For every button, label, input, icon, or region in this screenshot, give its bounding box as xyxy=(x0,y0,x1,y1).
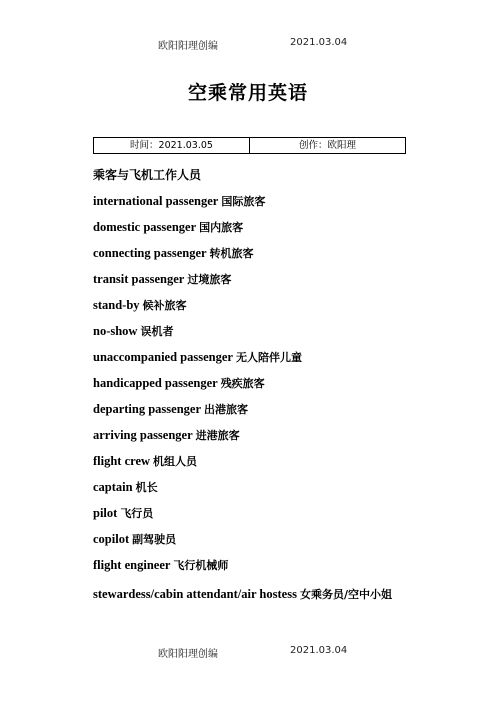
vocab-item xyxy=(93,582,403,607)
vocab-english: flight engineer xyxy=(93,558,171,572)
meta-time: 时间：2021.03.05 xyxy=(130,140,213,151)
vocab-english: domestic passenger xyxy=(93,220,197,234)
vocab-chinese: 飞行员 xyxy=(120,507,154,520)
vocab-chinese: 女乘务员/空中小姐 xyxy=(299,588,392,601)
vocab-english: flight crew xyxy=(93,454,151,468)
vocab-english: pilot xyxy=(93,506,118,520)
vocab-chinese: 副驾驶员 xyxy=(132,533,177,546)
vocab-chinese: 国际旅客 xyxy=(221,195,266,208)
vocab-english: no-show xyxy=(93,324,138,338)
vocab-item xyxy=(93,218,403,244)
vocab-chinese: 转机旅客 xyxy=(209,247,254,260)
vocab-chinese: 误机者 xyxy=(140,325,174,338)
footer-date: 2021.03.04 xyxy=(290,645,348,656)
vocab-english: captain xyxy=(93,480,133,494)
vocab-english: transit passenger xyxy=(93,272,185,286)
vocab-item xyxy=(93,478,403,504)
vocab-chinese: 候补旅客 xyxy=(142,299,187,312)
header-author: 欧阳阳理创编 xyxy=(158,41,218,52)
vocab-item xyxy=(93,504,403,530)
vocab-english: departing passenger xyxy=(93,402,201,416)
vocab-english: stand-by xyxy=(93,298,140,312)
vocab-chinese: 无人陪伴儿童 xyxy=(235,351,302,364)
page-footer xyxy=(0,645,496,665)
vocab-item xyxy=(93,296,403,322)
vocab-item xyxy=(93,400,403,426)
header-date: 2021.03.04 xyxy=(290,37,348,48)
vocab-chinese: 机组人员 xyxy=(153,455,198,468)
vocab-english: copilot xyxy=(93,532,130,546)
footer-author: 欧阳阳理创编 xyxy=(158,649,218,660)
vocab-item xyxy=(93,556,403,582)
vocab-item xyxy=(93,426,403,452)
vocab-chinese: 飞行机械师 xyxy=(173,559,229,572)
document-title: 空乘常用英语 xyxy=(187,82,308,104)
vocab-item xyxy=(93,348,403,374)
page-header xyxy=(0,37,496,57)
vocab-item xyxy=(93,530,403,556)
meta-table xyxy=(93,137,406,154)
vocab-item xyxy=(93,270,403,296)
vocab-item xyxy=(93,452,403,478)
vocab-item xyxy=(93,244,403,270)
vocab-chinese: 国内旅客 xyxy=(199,221,244,234)
vocab-chinese: 机长 xyxy=(135,481,158,494)
vocab-list xyxy=(93,192,403,607)
vocab-chinese: 残疾旅客 xyxy=(220,377,265,390)
vocab-chinese: 出港旅客 xyxy=(204,403,248,416)
vocab-english: connecting passenger xyxy=(93,246,207,260)
vocab-chinese: 进港旅客 xyxy=(195,429,240,442)
vocab-item xyxy=(93,192,403,218)
vocab-item xyxy=(93,322,403,348)
meta-author: 创作：欧阳理 xyxy=(249,138,405,153)
vocab-item xyxy=(93,374,403,400)
vocab-english: stewardess/cabin attendant/air hostess xyxy=(93,587,297,601)
vocab-english: international passenger xyxy=(93,194,219,208)
vocab-english: unaccompanied passenger xyxy=(93,350,233,364)
vocab-english: arriving passenger xyxy=(93,428,193,442)
vocab-chinese: 过境旅客 xyxy=(187,273,232,286)
document-body xyxy=(93,166,403,607)
section-heading: 乘客与飞机工作人员 xyxy=(93,168,202,182)
vocab-english: handicapped passenger xyxy=(93,376,218,390)
